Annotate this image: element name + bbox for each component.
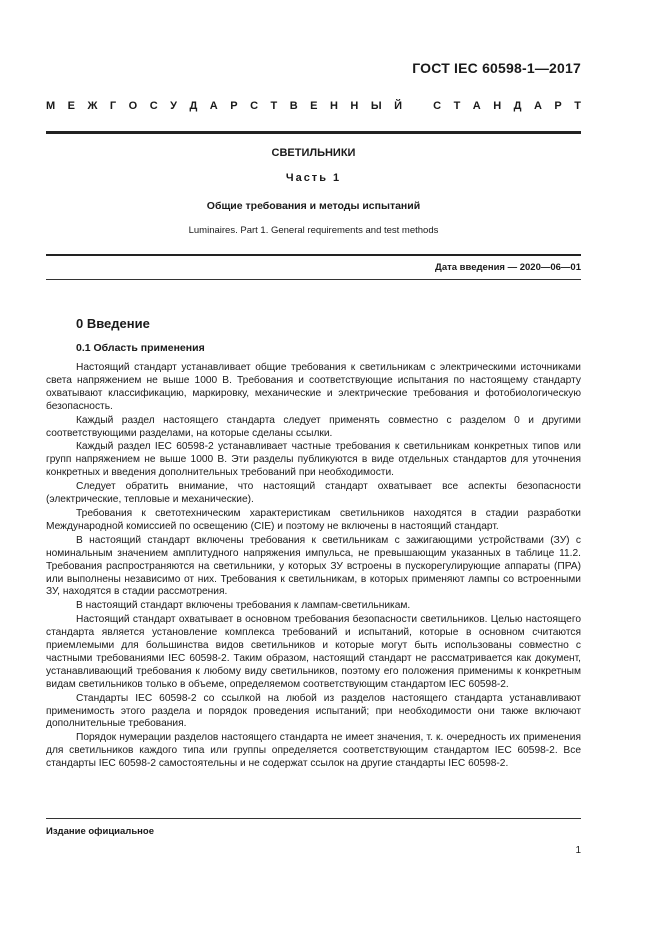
heading-letter: Д [189,100,198,112]
heading-letter: Ж [87,100,98,112]
paragraph: Каждый раздел настоящего стандарта следует применять совместно с разделом 0 и другими соответствующими разделами, на которые сделаны ссылки. [46,414,581,439]
heading-letter: Т [270,100,278,112]
heading-letter [415,100,421,112]
heading-letter: Д [513,100,522,112]
paragraph: Настоящий стандарт устанавливает общие требования к светильникам с электрическими источниками света напряжением не выше 1000 В. Требования и соответствующие испытания по настоящему стандарту охватывают классификацию, маркировку, механические и электрические требования и фотобиологическую безопасность. [46,362,581,412]
standard-code: ГОСТ IEC 60598-1—2017 [412,60,581,76]
paragraph: Требования к светотехническим характеристикам светильников находятся в стадии разработки Международной комиссией по освещению (CIE) и поэтому не включены в настоящий стандарт. [46,507,581,532]
heading-letter: Г [109,100,117,112]
heading-letter: О [128,100,138,112]
heading-letter: В [289,100,298,112]
paragraph: В настоящий стандарт включены требования к лампам-светильникам. [76,600,411,612]
standard-type-heading [46,100,581,112]
subsection-title: 0.1 Область применения [76,342,205,354]
part-label: Часть 1 [285,172,342,184]
heading-letter: Е [310,100,318,112]
heading-letter: Н [493,100,502,112]
heading-letter: Р [554,100,562,112]
heading-letter: С [149,100,158,112]
heading-letter: А [472,100,481,112]
paragraph: В настоящий стандарт включены требования к светильникам с зажигающими устройствами (ЗУ) с номинальным значением амплитудного напряжения импульса, не превышающим указанных в таблице 11.2. Требования распространяются на светильники, у которых ЗУ встроены в пускорегулирующие аппараты (ПРА) или выполнены независимо от них. Требования к светильникам, в которых применяют лампы со встроенными ЗУ, находятся в стадии рассмотрения. [46,534,581,598]
heading-letter: Ы [370,100,382,112]
paragraph: Каждый раздел IEC 60598-2 устанавливает частные требования к светильникам конкретных типов или групп напряжением не выше 1000 В. Эти разделы публикуются в виде отдельных стандартов для уточнения конкретных и введения дополнительных требований при необходимости. [46,441,581,479]
section-title: 0 Введение [76,316,150,331]
page-number: 1 [575,845,581,856]
heading-letter: М [46,100,56,112]
heading-letter: Й [394,100,403,112]
header-rule [46,131,581,134]
heading-letter: Н [329,100,338,112]
paragraph: Настоящий стандарт охватывает в основном требования безопасности светильников. Целью настоящего стандарта является установление комплекса требований и испытаний, которые в основном считаются приемлемыми для большинства видов светильников и которые могут быть использованы совместно с частными требованиями IEC 60598-2. Таким образом, настоящий стандарт не рассматривается как документ, устанавливающий требования к любому виду светильников, поэтому его положения применимы к конкретным видам светильников только в объеме, определяемом соответствующим стандартом IEC 60598-2. [46,614,581,690]
edition-label: Издание официальное [46,826,154,837]
title-rule [46,254,581,256]
paragraph: Стандарты IEC 60598-2 со ссылкой на любой из разделов настоящего стандарта устанавливают применимость этого раздела и порядок проведения испытаний; при необходимости они также включают дополнительные требования. [46,692,581,730]
date-rule [46,279,581,280]
english-title: Luminaires. Part 1. General requirements and test methods [188,225,439,236]
heading-letter: Е [67,100,75,112]
footer-rule [46,818,581,819]
introduction-date: Дата введения — 2020—06—01 [435,262,581,273]
heading-letter: Н [350,100,359,112]
paragraph: Следует обратить внимание, что настоящий стандарт охватывает все аспекты безопасности (электрические, тепловые и механические). [46,481,581,506]
document-subtitle: Общие требования и методы испытаний [206,200,421,212]
heading-letter: С [433,100,442,112]
heading-letter: А [533,100,542,112]
heading-letter: А [209,100,218,112]
heading-letter: Т [453,100,461,112]
heading-letter: С [250,100,259,112]
body-text [46,362,581,772]
heading-letter: У [170,100,177,112]
heading-letter: Т [574,100,581,112]
paragraph: Порядок нумерации разделов настоящего стандарта не имеет значения, т. к. очередность их применения для светильников каждого типа или группы определяется соответствующим стандартом IEC 60598-2. Все стандарты IEC 60598-2 самостоятельны и не содержат ссылок на другие стандарты IEC 60598-2. [46,732,581,770]
document-title: СВЕТИЛЬНИКИ [271,147,356,159]
heading-letter: Р [230,100,238,112]
